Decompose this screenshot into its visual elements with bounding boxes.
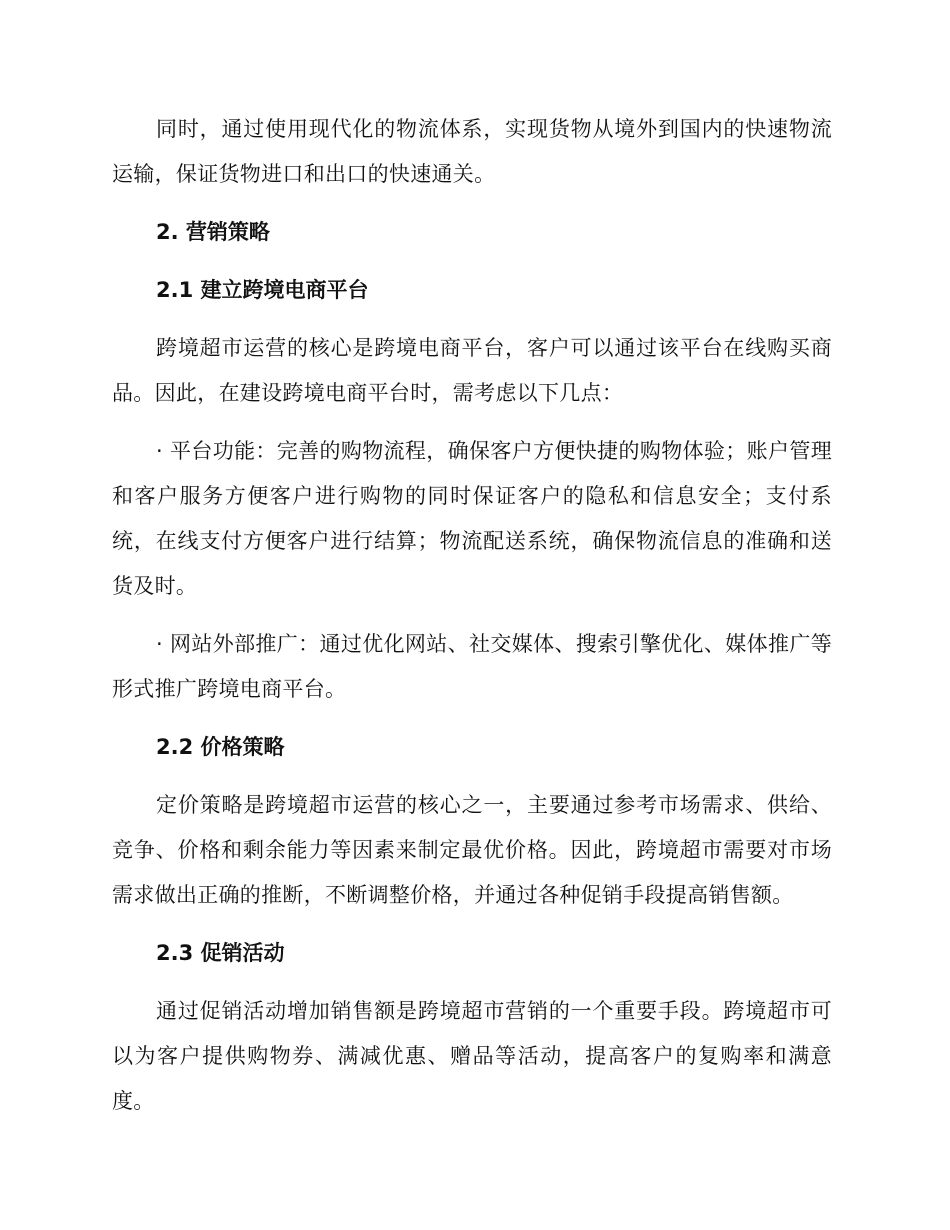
paragraph-pricing: 定价策略是跨境超市运营的核心之一，主要通过参考市场需求、供给、竞争、价格和剩余能力等因素来制定最优价格。因此，跨境超市需要对市场需求做出正确的推断，不断调整价格，并通过各种促销手段提高销售额。 — [112, 793, 832, 907]
bullet-website-promotion: · 网站外部推广：通过优化网站、社交媒体、搜索引擎优化、媒体推广等形式推广跨境电商平台。 — [112, 632, 832, 701]
document-body — [112, 107, 832, 1137]
heading-ecommerce-platform: 2.1 建立跨境电商平台 — [156, 278, 369, 302]
heading-marketing-strategy: 2. 营销策略 — [156, 220, 270, 244]
heading-promotions: 2.3 促销活动 — [156, 941, 285, 965]
paragraph-promotions: 通过促销活动增加销售额是跨境超市营销的一个重要手段。跨境超市可以为客户提供购物券、满减优惠、赠品等活动，提高客户的复购率和满意度。 — [112, 999, 832, 1113]
heading-pricing-strategy: 2.2 价格策略 — [156, 735, 285, 759]
bullet-platform-features: · 平台功能：完善的购物流程，确保客户方便快捷的购物体验；账户管理和客户服务方便客户进行购物的同时保证客户的隐私和信息安全；支付系统，在线支付方便客户进行结算；物流配送系统，确保物流信息的准确和送货及时。 — [112, 439, 832, 598]
paragraph-platform-core: 跨境超市运营的核心是跨境电商平台，客户可以通过该平台在线购买商品。因此，在建设跨境电商平台时，需考虑以下几点： — [112, 336, 832, 405]
paragraph-logistics: 同时，通过使用现代化的物流体系，实现货物从境外到国内的快速物流运输，保证货物进口和出口的快速通关。 — [112, 117, 832, 186]
